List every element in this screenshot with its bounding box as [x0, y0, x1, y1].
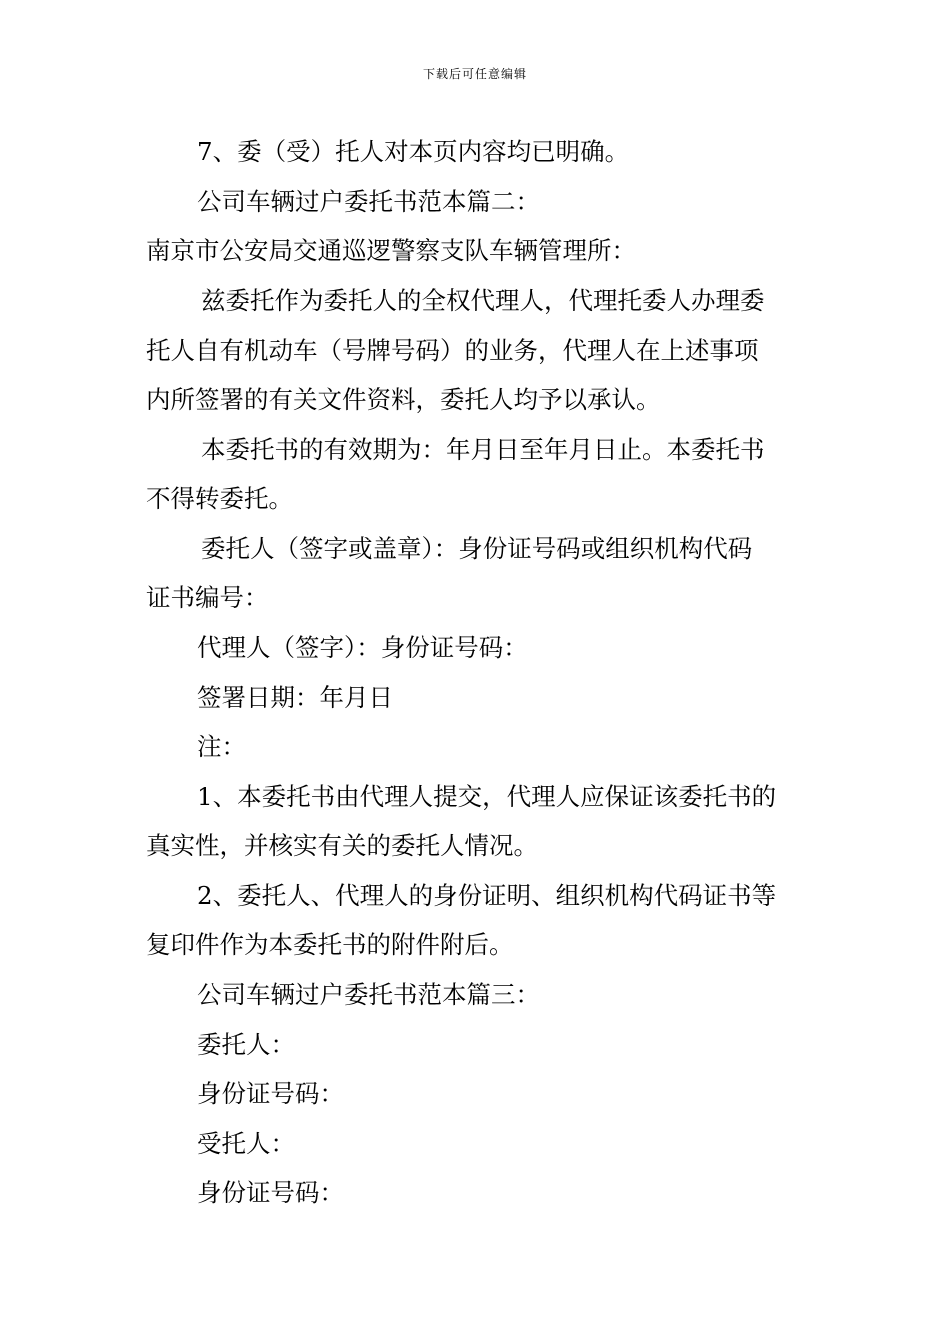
- paragraph-line: 兹委托作为委托人的全权代理人，代理托委人办理委: [201, 286, 765, 315]
- note-item: 1、本委托书由代理人提交，代理人应保证该委托书的: [197, 782, 777, 811]
- section-heading: 公司车辆过户委托书范本篇二：: [197, 187, 540, 216]
- signature-line: 代理人（签字）：身份证号码：: [197, 633, 528, 662]
- field-line: 受托人：: [197, 1129, 295, 1158]
- field-line: 委托人：: [197, 1030, 295, 1059]
- section-heading: 公司车辆过户委托书范本篇三：: [197, 980, 540, 1009]
- paragraph-line: 委托人（签字或盖章）：身份证号码或组织机构代码: [201, 534, 753, 563]
- field-line: 身份证号码：: [197, 1079, 344, 1108]
- note-label: 注：: [197, 732, 246, 761]
- note-item: 真实性，并核实有关的委托人情况。: [146, 831, 538, 860]
- paragraph-line: 7、委（受）托人对本页内容均已明确。: [197, 137, 630, 166]
- header-note: 下载后可任意编辑: [422, 67, 527, 81]
- paragraph-line: 托人自有机动车（号牌号码）的业务，代理人在上述事项: [146, 336, 759, 365]
- paragraph-line: 内所签署的有关文件资料，委托人均予以承认。: [146, 385, 661, 414]
- field-line: 身份证号码：: [197, 1178, 344, 1207]
- note-item: 2、委托人、代理人的身份证明、组织机构代码证书等: [197, 881, 777, 910]
- paragraph-line: 证书编号：: [146, 583, 269, 612]
- addressee-line: 南京市公安局交通巡逻警察支队车辆管理所：: [146, 236, 636, 265]
- paragraph-line: 不得转委托。: [146, 484, 293, 513]
- note-item: 复印件作为本委托书的附件附后。: [146, 930, 514, 959]
- paragraph-line: 本委托书的有效期为：年月日至年月日止。本委托书: [201, 435, 765, 464]
- date-line: 签署日期：年月日: [197, 683, 393, 712]
